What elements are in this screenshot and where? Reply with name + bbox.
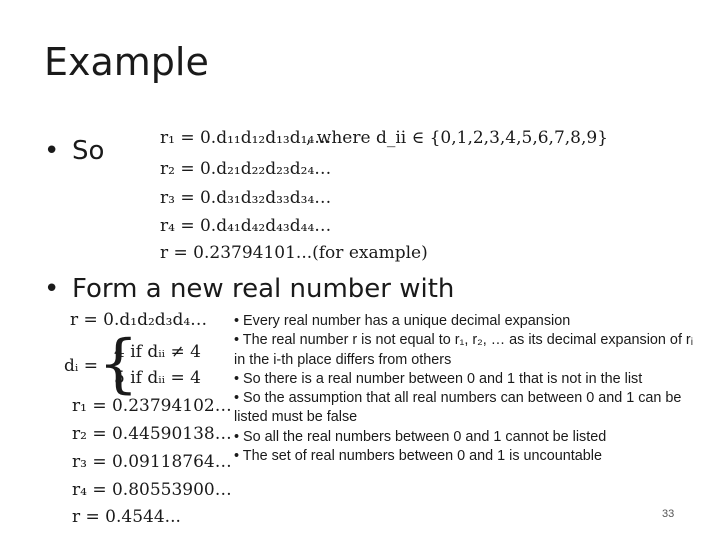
math-r1-top: r₁ = 0.d₁₁d₁₂d₁₃d₁₄… xyxy=(160,128,332,148)
math-di-label: dᵢ = xyxy=(64,356,98,376)
math-r2-new: r₂ = 0.44590138… xyxy=(72,424,232,444)
note-item: • The real number r is not equal to r₁, r₂, … as its decimal expansion of rᵢ in the i-th place differs from others xyxy=(234,332,693,368)
math-r1-new: r₁ = 0.23794102… xyxy=(72,396,232,416)
note-item: • Every real number has a unique decimal expansion xyxy=(234,313,571,329)
bullet-dot: • xyxy=(44,136,60,166)
math-r-final: r = 0.4544... xyxy=(72,507,181,527)
math-r2-top: r₂ = 0.d₂₁d₂₂d₂₃d₂₄… xyxy=(160,159,332,179)
bullet-so xyxy=(44,136,104,166)
math-r4-top: r₄ = 0.d₄₁d₄₂d₄₃d₄₄… xyxy=(160,216,332,236)
math-r3-new: r₃ = 0.09118764… xyxy=(72,452,232,472)
math-r-example: r = 0.23794101...(for example) xyxy=(160,243,428,263)
math-r-new: r = 0.d₁d₂d₃d₄… xyxy=(70,310,208,330)
math-case-2: 5 if dᵢᵢ = 4 xyxy=(114,368,201,388)
page-number: 33 xyxy=(662,508,675,520)
bullet-so-text: So xyxy=(72,136,105,166)
note-item: • So there is a real number between 0 and 1 that is not in the list xyxy=(234,370,643,387)
note-item: • So the assumption that all real numbers can between 0 and 1 can be listed must be false xyxy=(234,390,682,426)
math-where-clause: , where d_ii ∈ {0,1,2,3,4,5,6,7,8,9} xyxy=(306,128,609,148)
math-case-1: 4 if dᵢᵢ ≠ 4 xyxy=(114,342,201,362)
bullet-form xyxy=(44,274,454,304)
note-item: • The set of real numbers between 0 and 1 is uncountable xyxy=(234,448,602,465)
bullet-dot: • xyxy=(44,274,60,304)
notes-list xyxy=(234,312,704,466)
bullet-form-text: Form a new real number with xyxy=(72,274,455,304)
math-r3-top: r₃ = 0.d₃₁d₃₂d₃₃d₃₄… xyxy=(160,188,332,208)
math-brace: { xyxy=(98,327,139,401)
note-item: • So all the real numbers between 0 and 1 cannot be listed xyxy=(234,428,607,445)
slide-title: Example xyxy=(44,40,209,84)
math-r4-new: r₄ = 0.80553900… xyxy=(72,480,232,500)
